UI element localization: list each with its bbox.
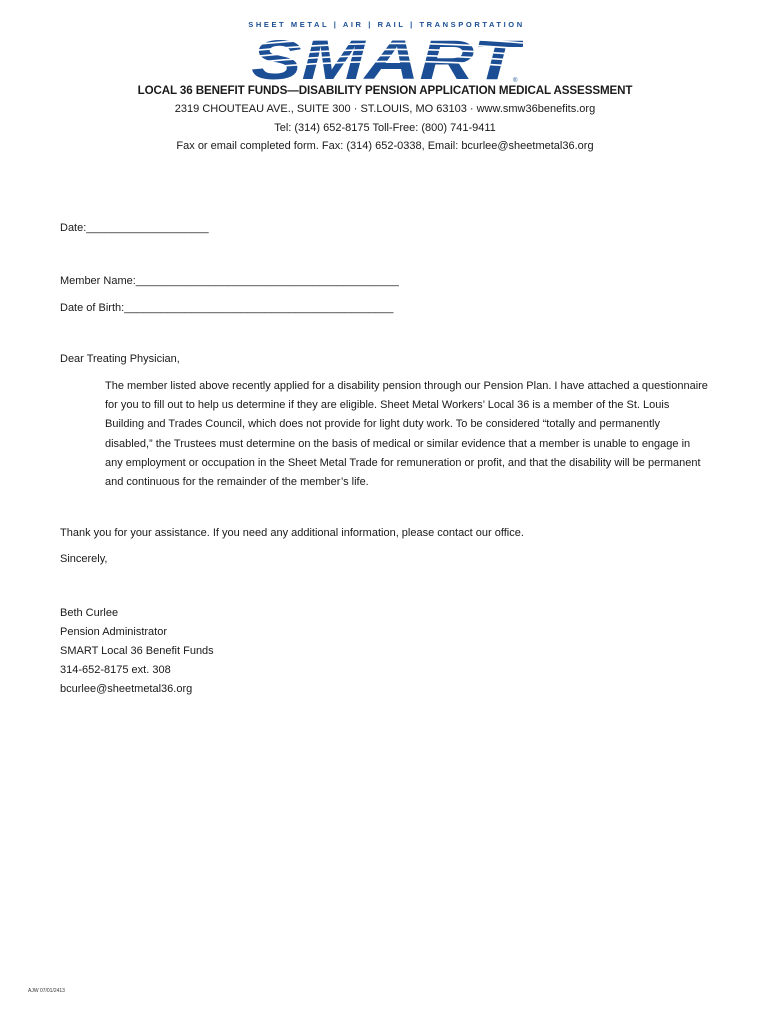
letter-salutation [60,350,710,369]
member-name-field[interactable]: Member Name:___________________________________________ [60,275,399,287]
letter-body [60,377,710,492]
fax-email-line: Fax or email completed form. Fax: (314) 652-0338, Email: bcurlee@sheetmetal36.org [176,140,594,152]
signer-name: Beth Curlee [60,607,119,619]
letter-closing [60,550,710,569]
date-of-birth-field[interactable]: Date of Birth:____________________________________________ [60,302,394,314]
letterhead [0,84,770,159]
salutation-text: Dear Treating Physician, [60,353,180,365]
signer-phone: 314-652-8175 ext. 308 [60,664,171,676]
svg-text:®: ® [512,78,517,83]
thanks-text: Thank you for your assistance. If you need any additional information, please contact our office. [60,527,524,539]
signature-block [60,604,214,699]
signer-title: Pension Administrator [60,626,167,638]
closing-text: Sincerely, [60,553,108,565]
address-line: 2319 CHOUTEAU AVE., SUITE 300 · ST.LOUIS, MO 63103 · www.smw36benefits.org [174,103,596,115]
logo-tagline: SHEET METAL | AIR | RAIL | TRANSPORTATION [248,20,525,29]
signer-email[interactable]: bcurlee@sheetmetal36.org [60,683,193,695]
document-title: LOCAL 36 BENEFIT FUNDS—DISABILITY PENSION APPLICATION MEDICAL ASSESSMENT [137,84,633,97]
signer-org: SMART Local 36 Benefit Funds [60,645,214,657]
body-paragraph: The member listed above recently applied for a disability pension through our Pension Plan. I have attached a questionnaire for you to fill out to help us determine if they are eligible. Sheet Metal Workers’ Local 36 is a member of the St. Louis Building and Trades Council, which does not provide for light duty work. To be considered “totally and permanently disabled,” the Trustees must determine on the basis of medical or similar evidence that a member is unable to engage in any employment or occupation in the Sheet Metal Trade for remuneration or profit, and that the disability will be permanent and continuous for the remainder of the member’s life. [105,380,708,489]
letter-thanks [60,524,710,543]
form-code: AJW 07/01/2413 [28,988,65,994]
smart-logo-mark [248,33,523,83]
date-field[interactable]: Date:____________________ [60,222,209,234]
phone-line: Tel: (314) 652-8175 Toll-Free: (800) 741-9411 [274,121,496,134]
smart-logo [0,20,770,83]
